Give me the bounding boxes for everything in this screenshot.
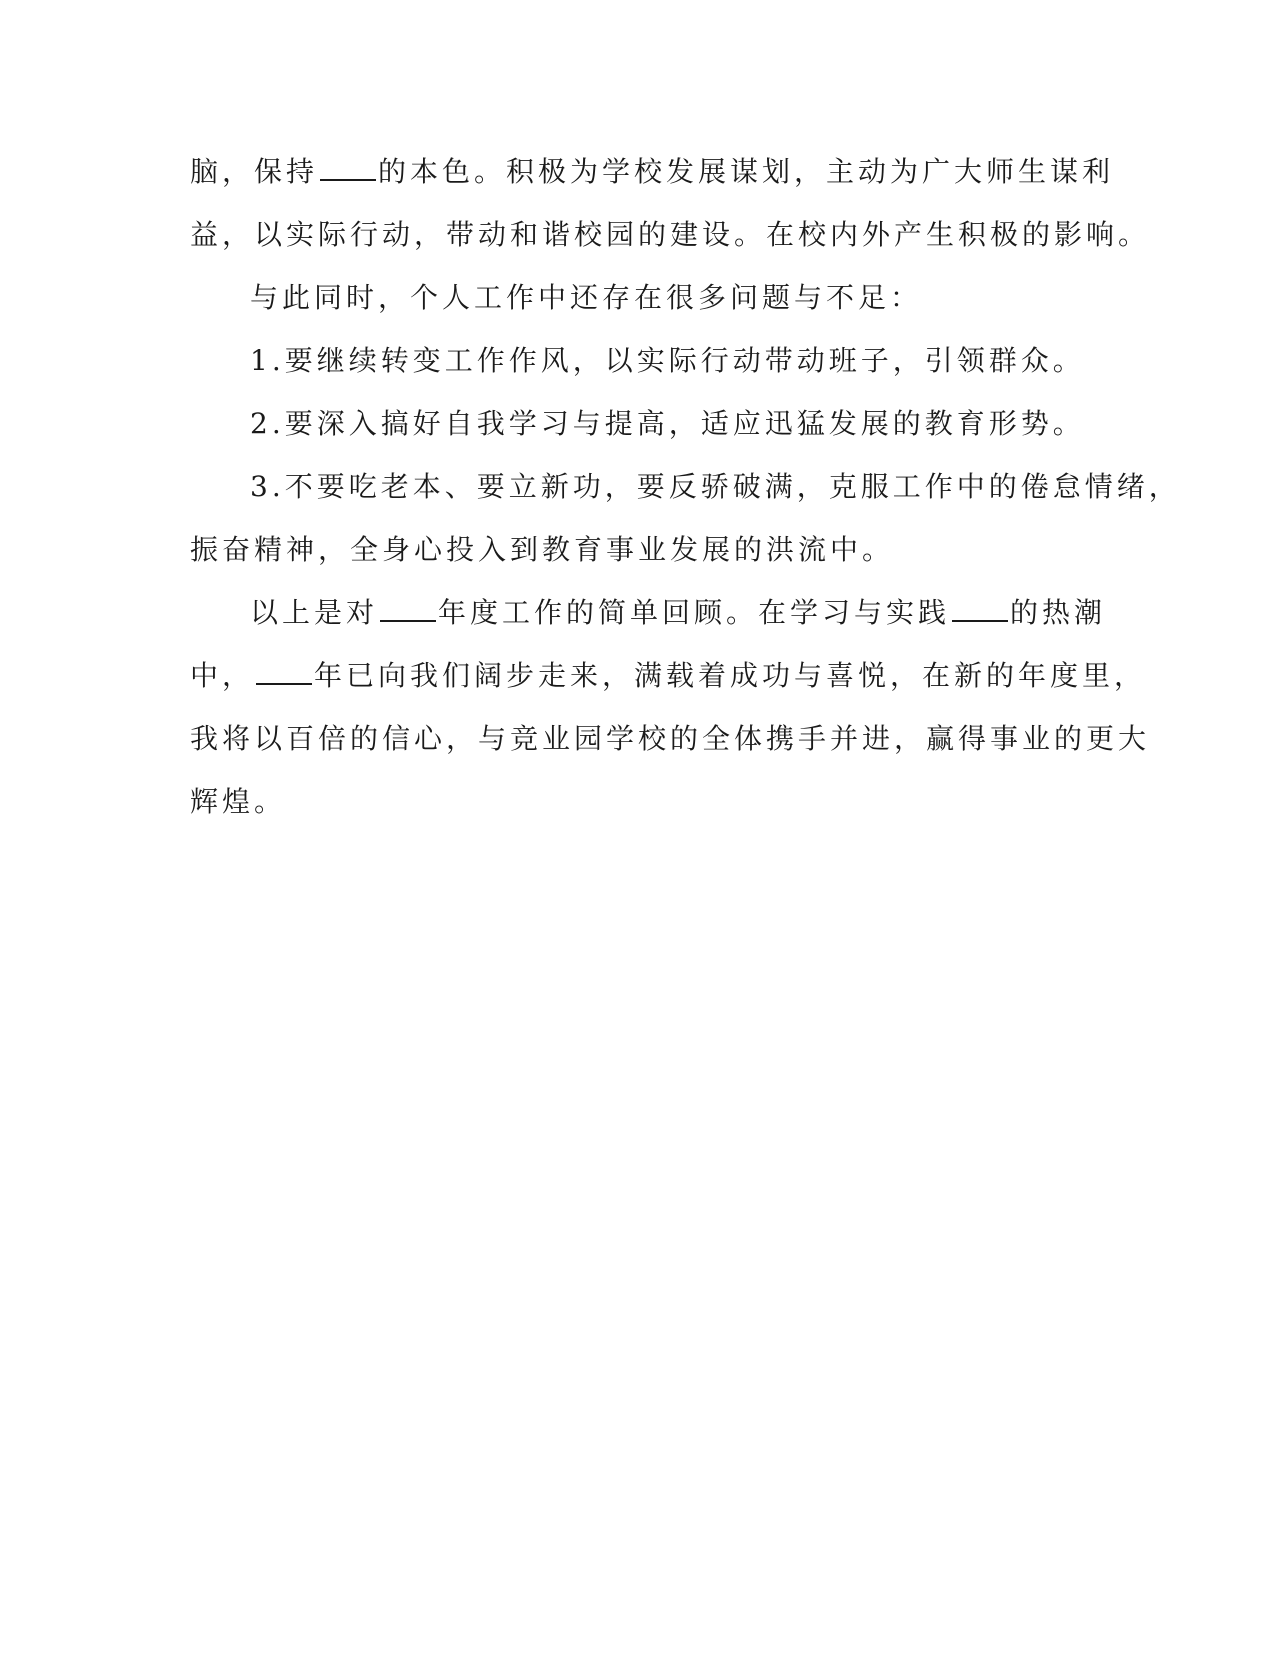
text-line: 脑，保持 的本色。积极为学校发展谋划，主动为广大师生谋利 xyxy=(190,155,1115,188)
fill-in-blank xyxy=(320,159,376,181)
fill-in-blank xyxy=(952,600,1008,622)
list-item-3: 3.不要吃老本、要立新功，要反骄破满，克服工作中的倦怠情绪， xyxy=(250,470,1181,503)
list-item-2: 2.要深入搞好自我学习与提高，适应迅猛发展的教育形势。 xyxy=(250,407,1085,440)
text-line: 辉煌。 xyxy=(190,785,287,818)
text-line: 以上是对 年度工作的简单回顾。在学习与实践 的热潮 xyxy=(250,596,1107,629)
list-item-1: 1.要继续转变工作作风，以实际行动带动班子，引领群众。 xyxy=(250,344,1085,377)
document-body xyxy=(190,140,1181,833)
text-line: 益，以实际行动，带动和谐校园的建设。在校内外产生积极的影响。 xyxy=(190,218,1151,251)
text-line: 我将以百倍的信心，与竞业园学校的全体携手并进，赢得事业的更大 xyxy=(190,722,1151,755)
fill-in-blank xyxy=(256,663,312,685)
text-line: 中， 年已向我们阔步走来，满载着成功与喜悦，在新的年度里， xyxy=(190,659,1147,692)
fill-in-blank xyxy=(380,600,436,622)
text-line: 振奋精神，全身心投入到教育事业发展的洪流中。 xyxy=(190,533,895,566)
paragraph-intro: 与此同时，个人工作中还存在很多问题与不足： xyxy=(250,281,923,314)
